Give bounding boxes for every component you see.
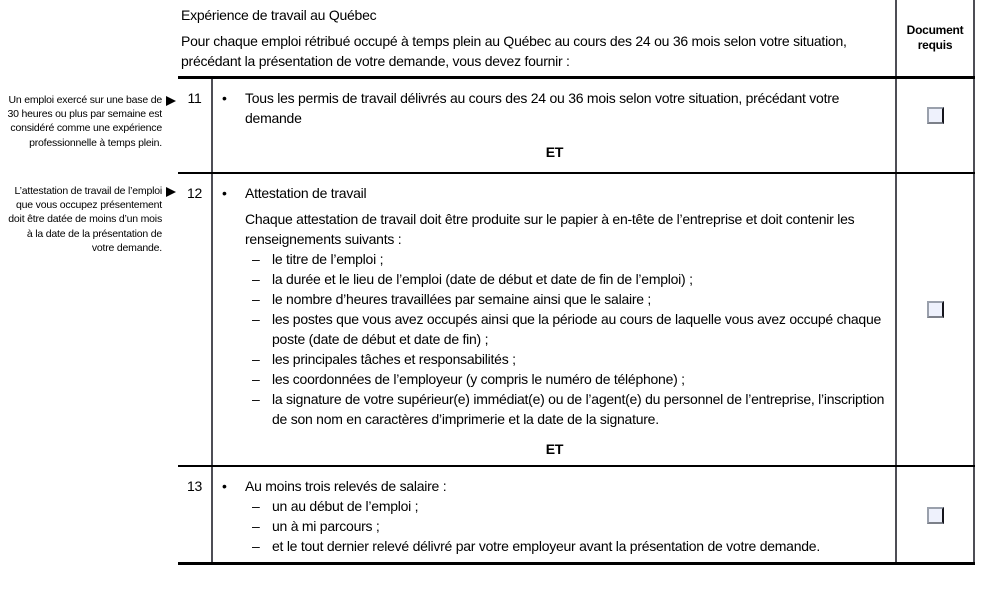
- row-number: 13: [178, 467, 213, 562]
- dash-icon: –: [252, 371, 260, 387]
- header-content: [178, 0, 895, 76]
- bullet-item: [222, 476, 887, 496]
- list-item-text: la durée et le lieu de l’emploi (date de début et date de fin de l’emploi) ;: [272, 271, 693, 287]
- list-item: [252, 389, 887, 429]
- document-required-checkbox[interactable]: [927, 107, 944, 124]
- list-item-text: la signature de votre supérieur(e) immédiat(e) ou de l’agent(e) du personnel de l’entreprise, l’inscription de son nom en caractères d’imprimerie et la date de la signature.: [272, 391, 885, 427]
- row-content: [213, 467, 895, 562]
- bullet-icon: •: [222, 90, 227, 106]
- attestation-items-list: [252, 249, 887, 429]
- dash-icon: –: [252, 291, 260, 307]
- attestation-instructions: Chaque attestation de travail doit être produite sur le papier à en-tête de l’entreprise et doit contenir les renseignements suivants :: [245, 211, 855, 247]
- document-required-cell: [895, 174, 975, 465]
- and-connector: ET: [545, 441, 564, 457]
- row-number: 12: [178, 174, 213, 465]
- list-item-text: le nombre d’heures travaillées par semaine ainsi que le salaire ;: [272, 291, 652, 307]
- table-row-13: [178, 467, 975, 565]
- list-item: [252, 496, 887, 516]
- dash-icon: –: [252, 251, 260, 267]
- document-required-column-header: Document requis: [895, 0, 975, 76]
- bullet-icon: •: [222, 185, 227, 201]
- margin-note-full-time-definition: [6, 93, 162, 150]
- margin-note-attestation-date: [6, 184, 162, 255]
- pay-slips-list: [252, 496, 887, 556]
- list-item-text: le titre de l’emploi ;: [272, 251, 384, 267]
- section-title: Expérience de travail au Québec: [181, 7, 377, 23]
- list-item-text: les principales tâches et responsabilités ;: [272, 351, 516, 367]
- list-item: [252, 289, 887, 309]
- list-item: [252, 516, 887, 536]
- list-item: [252, 369, 887, 389]
- table-row-12: [178, 174, 975, 467]
- document-required-cell: [895, 467, 975, 562]
- requirements-table: [178, 0, 975, 565]
- row-number: 11: [178, 79, 213, 172]
- document-required-checkbox[interactable]: [927, 507, 944, 524]
- list-item: [252, 536, 887, 556]
- pointer-icon: [166, 187, 176, 197]
- row-content: [213, 79, 895, 172]
- bullet-text: Au moins trois relevés de salaire :: [245, 478, 447, 494]
- bullet-text: Tous les permis de travail délivrés au cours des 24 ou 36 mois selon votre situation, précédant votre demande: [245, 90, 840, 126]
- row-content: [213, 174, 895, 465]
- list-item: [252, 249, 887, 269]
- dash-icon: –: [252, 271, 260, 287]
- bullet-text: Attestation de travail: [245, 185, 367, 201]
- bullet-item: [222, 88, 887, 128]
- pointer-icon: [166, 96, 176, 106]
- table-row-11: [178, 79, 975, 174]
- section-intro: Pour chaque emploi rétribué occupé à temps plein au Québec au cours des 24 ou 36 mois selon votre situation, précédant la présentation de votre demande, vous devez fournir :: [181, 33, 847, 69]
- document-required-checkbox[interactable]: [927, 301, 944, 318]
- dash-icon: –: [252, 538, 260, 554]
- list-item-text: et le tout dernier relevé délivré par votre employeur avant la présentation de votre demande.: [272, 538, 820, 554]
- list-item-text: les coordonnées de l’employeur (y compris le numéro de téléphone) ;: [272, 371, 685, 387]
- dash-icon: –: [252, 498, 260, 514]
- margin-note-text: Un emploi exercé sur une base de 30 heures ou plus par semaine est considéré comme une expérience professionnelle à temps plein.: [7, 94, 162, 149]
- list-item: [252, 349, 887, 369]
- bullet-icon: •: [222, 478, 227, 494]
- list-item-text: les postes que vous avez occupés ainsi que la période au cours de laquelle vous avez occupé chaque poste (date de début et date de fin) ;: [272, 311, 882, 347]
- dash-icon: –: [252, 518, 260, 534]
- table-header: [178, 0, 975, 79]
- list-item: [252, 269, 887, 289]
- dash-icon: –: [252, 391, 260, 407]
- list-item: [252, 309, 887, 349]
- and-connector: ET: [545, 144, 564, 160]
- bullet-item: [222, 183, 887, 203]
- list-item-text: un à mi parcours ;: [272, 518, 380, 534]
- document-required-cell: [895, 79, 975, 172]
- list-item-text: un au début de l’emploi ;: [272, 498, 419, 514]
- margin-note-text: L’attestation de travail de l’emploi que vous occupez présentement doit être datée de moins d’un mois à la date de la présentation de votre demande.: [8, 185, 162, 254]
- dash-icon: –: [252, 351, 260, 367]
- dash-icon: –: [252, 311, 260, 327]
